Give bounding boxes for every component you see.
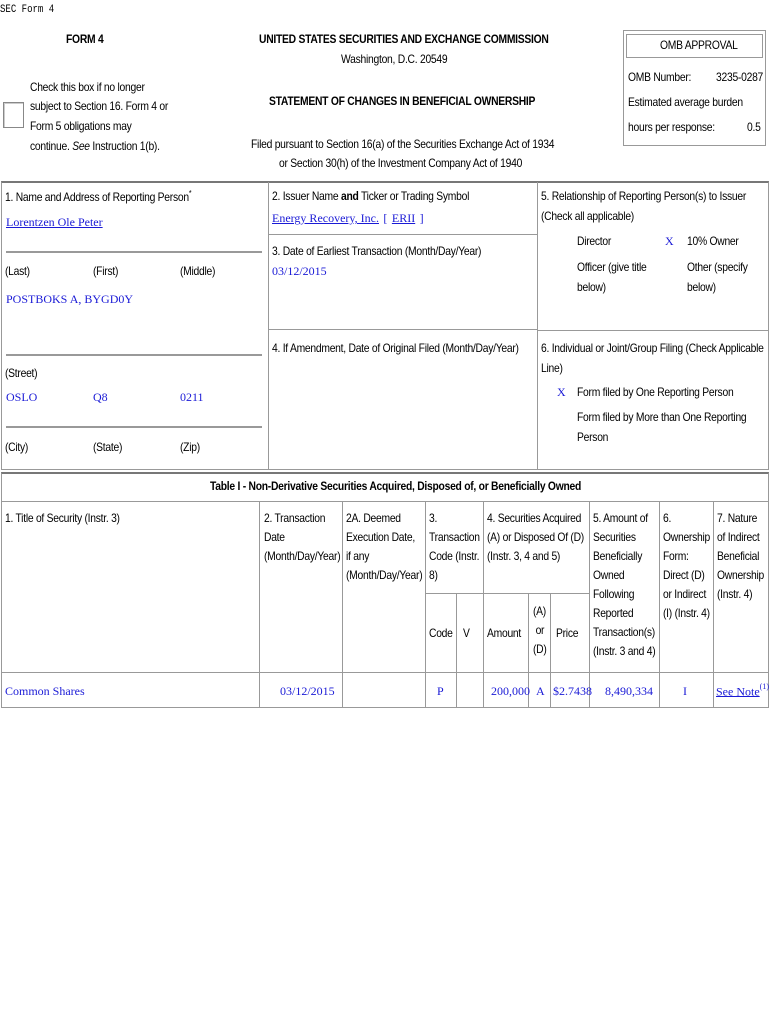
col-amount-owned-7: Transaction(s) — [593, 625, 655, 639]
section-divider-h1 — [269, 329, 537, 330]
col-ownership-form-4: Direct (D) — [663, 568, 705, 582]
col-amount-owned-4: Owned — [593, 568, 625, 582]
col-deemed-date-1: 2A. Deemed — [346, 511, 401, 525]
col-nature-indirect-4: Ownership — [717, 568, 765, 582]
col-amount-owned — [593, 511, 666, 658]
commission-title: UNITED STATES SECURITIES AND EXCHANGE COMMISSION — [259, 32, 549, 46]
more-persons-label-1: Form filed by More than One Reporting — [577, 410, 747, 424]
col-amount-owned-3: Beneficially — [593, 549, 643, 563]
col-amount-owned-5: Following — [593, 587, 635, 601]
officer-label-2: below) — [577, 280, 606, 294]
header-row-divider — [2, 672, 768, 673]
commission-location: Washington, D.C. 20549 — [341, 52, 448, 66]
col-transaction-code-1: 3. — [429, 511, 438, 525]
row-a-or-d: A — [536, 684, 545, 698]
subcol-a-or-d — [533, 604, 549, 656]
row-transaction-date: 03/12/2015 — [280, 684, 335, 698]
table-1-title: Table I - Non-Derivative Securities Acquired, Disposed of, or Beneficially Owned — [210, 479, 582, 493]
col-transaction-date-2: Date — [264, 530, 285, 544]
section-divider-h2 — [538, 330, 768, 331]
col-ownership-form-2: Ownership — [663, 530, 711, 544]
omb-number-label: OMB Number: — [628, 70, 692, 84]
col-transaction-date-3: (Month/Day/Year) — [264, 549, 341, 563]
col-deemed-date-2: Execution Date, — [346, 530, 415, 544]
checkbox-text-line-2: subject to Section 16. Form 4 or — [30, 99, 169, 113]
omb-hours-label: hours per response: — [628, 120, 715, 134]
officer-label-1: Officer (give title — [577, 260, 647, 274]
reporting-person-label: 1. Name and Address of Reporting Person* — [5, 189, 192, 204]
street-label: (Street) — [5, 366, 38, 380]
zip-value: 0211 — [180, 390, 204, 404]
col-ownership-form-5: or Indirect — [663, 587, 707, 601]
col-transaction-code-4: 8) — [429, 568, 438, 582]
first-label: (First) — [93, 264, 119, 278]
col-deemed-date-3: if any — [346, 549, 370, 563]
other-label-2: below) — [687, 280, 716, 294]
filing-type-label-2: Line) — [541, 361, 563, 375]
relationship-label-2: (Check all applicable) — [541, 209, 634, 223]
ticker-symbol-link[interactable]: ERII — [391, 211, 416, 225]
name-underline — [6, 251, 262, 253]
col-nature-indirect-1: 7. Nature — [717, 511, 758, 525]
table-1-title-divider — [2, 501, 768, 502]
middle-label: (Middle) — [180, 264, 216, 278]
col-nature-indirect-5: (Instr. 4) — [717, 587, 753, 601]
omb-title: OMB APPROVAL — [660, 38, 738, 52]
last-label: (Last) — [5, 264, 30, 278]
subcol-price: Price — [556, 626, 579, 640]
checkbox-text-line-1: Check this box if no longer — [30, 80, 145, 94]
subcol-line-v — [456, 593, 457, 707]
subcol-a-or-d-2: or — [535, 623, 545, 637]
col-securities-acquired — [487, 511, 600, 563]
see-note-link[interactable]: See Note — [716, 684, 760, 699]
col-nature-indirect-3: Beneficial — [717, 549, 760, 563]
omb-hours-value: 0.5 — [747, 120, 761, 134]
ticker-bracket-close: ] — [419, 211, 424, 225]
filing-type-label-1: 6. Individual or Joint/Group Filing (Check Applicable — [541, 341, 764, 355]
row-amount-owned: 8,490,334 — [605, 684, 653, 698]
ten-percent-owner-label: 10% Owner — [687, 234, 739, 248]
col-ownership-form-6: (I) (Instr. 4) — [663, 606, 710, 620]
omb-burden-label: Estimated average burden — [628, 95, 743, 109]
earliest-transaction-date: 03/12/2015 — [272, 264, 327, 278]
issuer-line — [272, 209, 424, 227]
col-deemed-date-4: (Month/Day/Year) — [346, 568, 423, 582]
form-name: FORM 4 — [66, 32, 104, 46]
col-transaction-date — [264, 511, 353, 563]
issuer-name-label: 2. Issuer Name and Ticker or Trading Symbol — [272, 189, 470, 203]
ticker-bracket-open: [ — [383, 211, 388, 225]
issuer-name-link[interactable]: Energy Recovery, Inc. — [272, 211, 379, 225]
col-deemed-date — [346, 511, 435, 582]
col-amount-owned-8: (Instr. 3 and 4) — [593, 644, 656, 658]
col-ownership-form-3: Form: — [663, 549, 689, 563]
city-underline — [6, 426, 262, 428]
section-divider-2 — [537, 182, 538, 469]
section-divider-1 — [268, 182, 269, 469]
zip-label: (Zip) — [180, 440, 200, 454]
street-address: POSTBOKS A, BYGD0Y — [6, 292, 134, 306]
col-securities-acquired-2: (A) or Disposed Of (D) — [487, 530, 584, 544]
row-security-title: Common Shares — [5, 684, 85, 698]
street-underline — [6, 354, 262, 356]
other-label-1: Other (specify — [687, 260, 748, 274]
browser-title: SEC Form 4 — [0, 4, 55, 16]
col-nature-indirect — [717, 511, 770, 601]
col-transaction-code — [429, 511, 488, 582]
more-persons-label-2: Person — [577, 430, 609, 444]
col-transaction-date-1: 2. Transaction — [264, 511, 326, 525]
row-transaction-code: P — [437, 684, 444, 698]
subcol-amount: Amount — [487, 626, 522, 640]
col-amount-owned-1: 5. Amount of — [593, 511, 648, 525]
col-title-of-security: 1. Title of Security (Instr. 3) — [5, 511, 120, 525]
no-longer-subject-checkbox[interactable] — [3, 102, 24, 128]
filed-line-1: Filed pursuant to Section 16(a) of the Securities Exchange Act of 1934 — [251, 137, 555, 151]
col-nature-indirect-2: of Indirect — [717, 530, 760, 544]
subcol-line-price — [550, 593, 551, 707]
director-label: Director — [577, 234, 612, 248]
col-amount-owned-2: Securities — [593, 530, 636, 544]
col-ownership-form-1: 6. — [663, 511, 672, 525]
state-value: Q8 — [93, 390, 108, 404]
row-amount: 200,000 — [491, 684, 530, 698]
note-reference: (1) — [759, 682, 769, 691]
filed-line-2: or Section 30(h) of the Investment Company Act of 1940 — [279, 156, 523, 170]
col-transaction-code-3: Code (Instr. — [429, 549, 480, 563]
col-transaction-code-2: Transaction — [429, 530, 480, 544]
statement-title: STATEMENT OF CHANGES IN BENEFICIAL OWNERSHIP — [269, 94, 536, 108]
col-amount-owned-6: Reported — [593, 606, 634, 620]
relationship-label-1: 5. Relationship of Reporting Person(s) to Issuer — [541, 189, 747, 203]
checkbox-text-line-3: Form 5 obligations may — [30, 119, 132, 133]
issuer-divider — [269, 234, 537, 235]
one-person-label: Form filed by One Reporting Person — [577, 385, 734, 399]
row-price: $2.7438 — [553, 684, 592, 698]
city-value: OSLO — [6, 390, 38, 404]
earliest-transaction-label: 3. Date of Earliest Transaction (Month/Day/Year) — [272, 244, 482, 258]
row-ownership-form: I — [683, 684, 687, 698]
city-label: (City) — [5, 440, 29, 454]
col-securities-acquired-3: (Instr. 3, 4 and 5) — [487, 549, 561, 563]
ten-percent-owner-mark: X — [665, 234, 674, 248]
checkbox-text-line-4: continue. See Instruction 1(b). — [30, 139, 160, 153]
reporting-person-name-link[interactable]: Lorentzen Ole Peter — [6, 215, 103, 229]
col-line-2 — [259, 502, 260, 707]
subheader-divider — [426, 593, 589, 594]
subcol-code: Code — [429, 626, 453, 640]
omb-number-value: 3235-0287 — [716, 70, 764, 84]
amendment-label: 4. If Amendment, Date of Original Filed (Month/Day/Year) — [272, 341, 519, 355]
col-ownership-form — [663, 511, 718, 620]
col-securities-acquired-1: 4. Securities Acquired — [487, 511, 582, 525]
subcol-a-or-d-1: (A) — [533, 604, 546, 618]
state-label: (State) — [93, 440, 123, 454]
subcol-v: V — [463, 626, 470, 640]
row-nature-indirect[interactable] — [716, 682, 769, 700]
subcol-a-or-d-3: (D) — [533, 642, 547, 656]
one-person-mark: X — [557, 385, 566, 399]
